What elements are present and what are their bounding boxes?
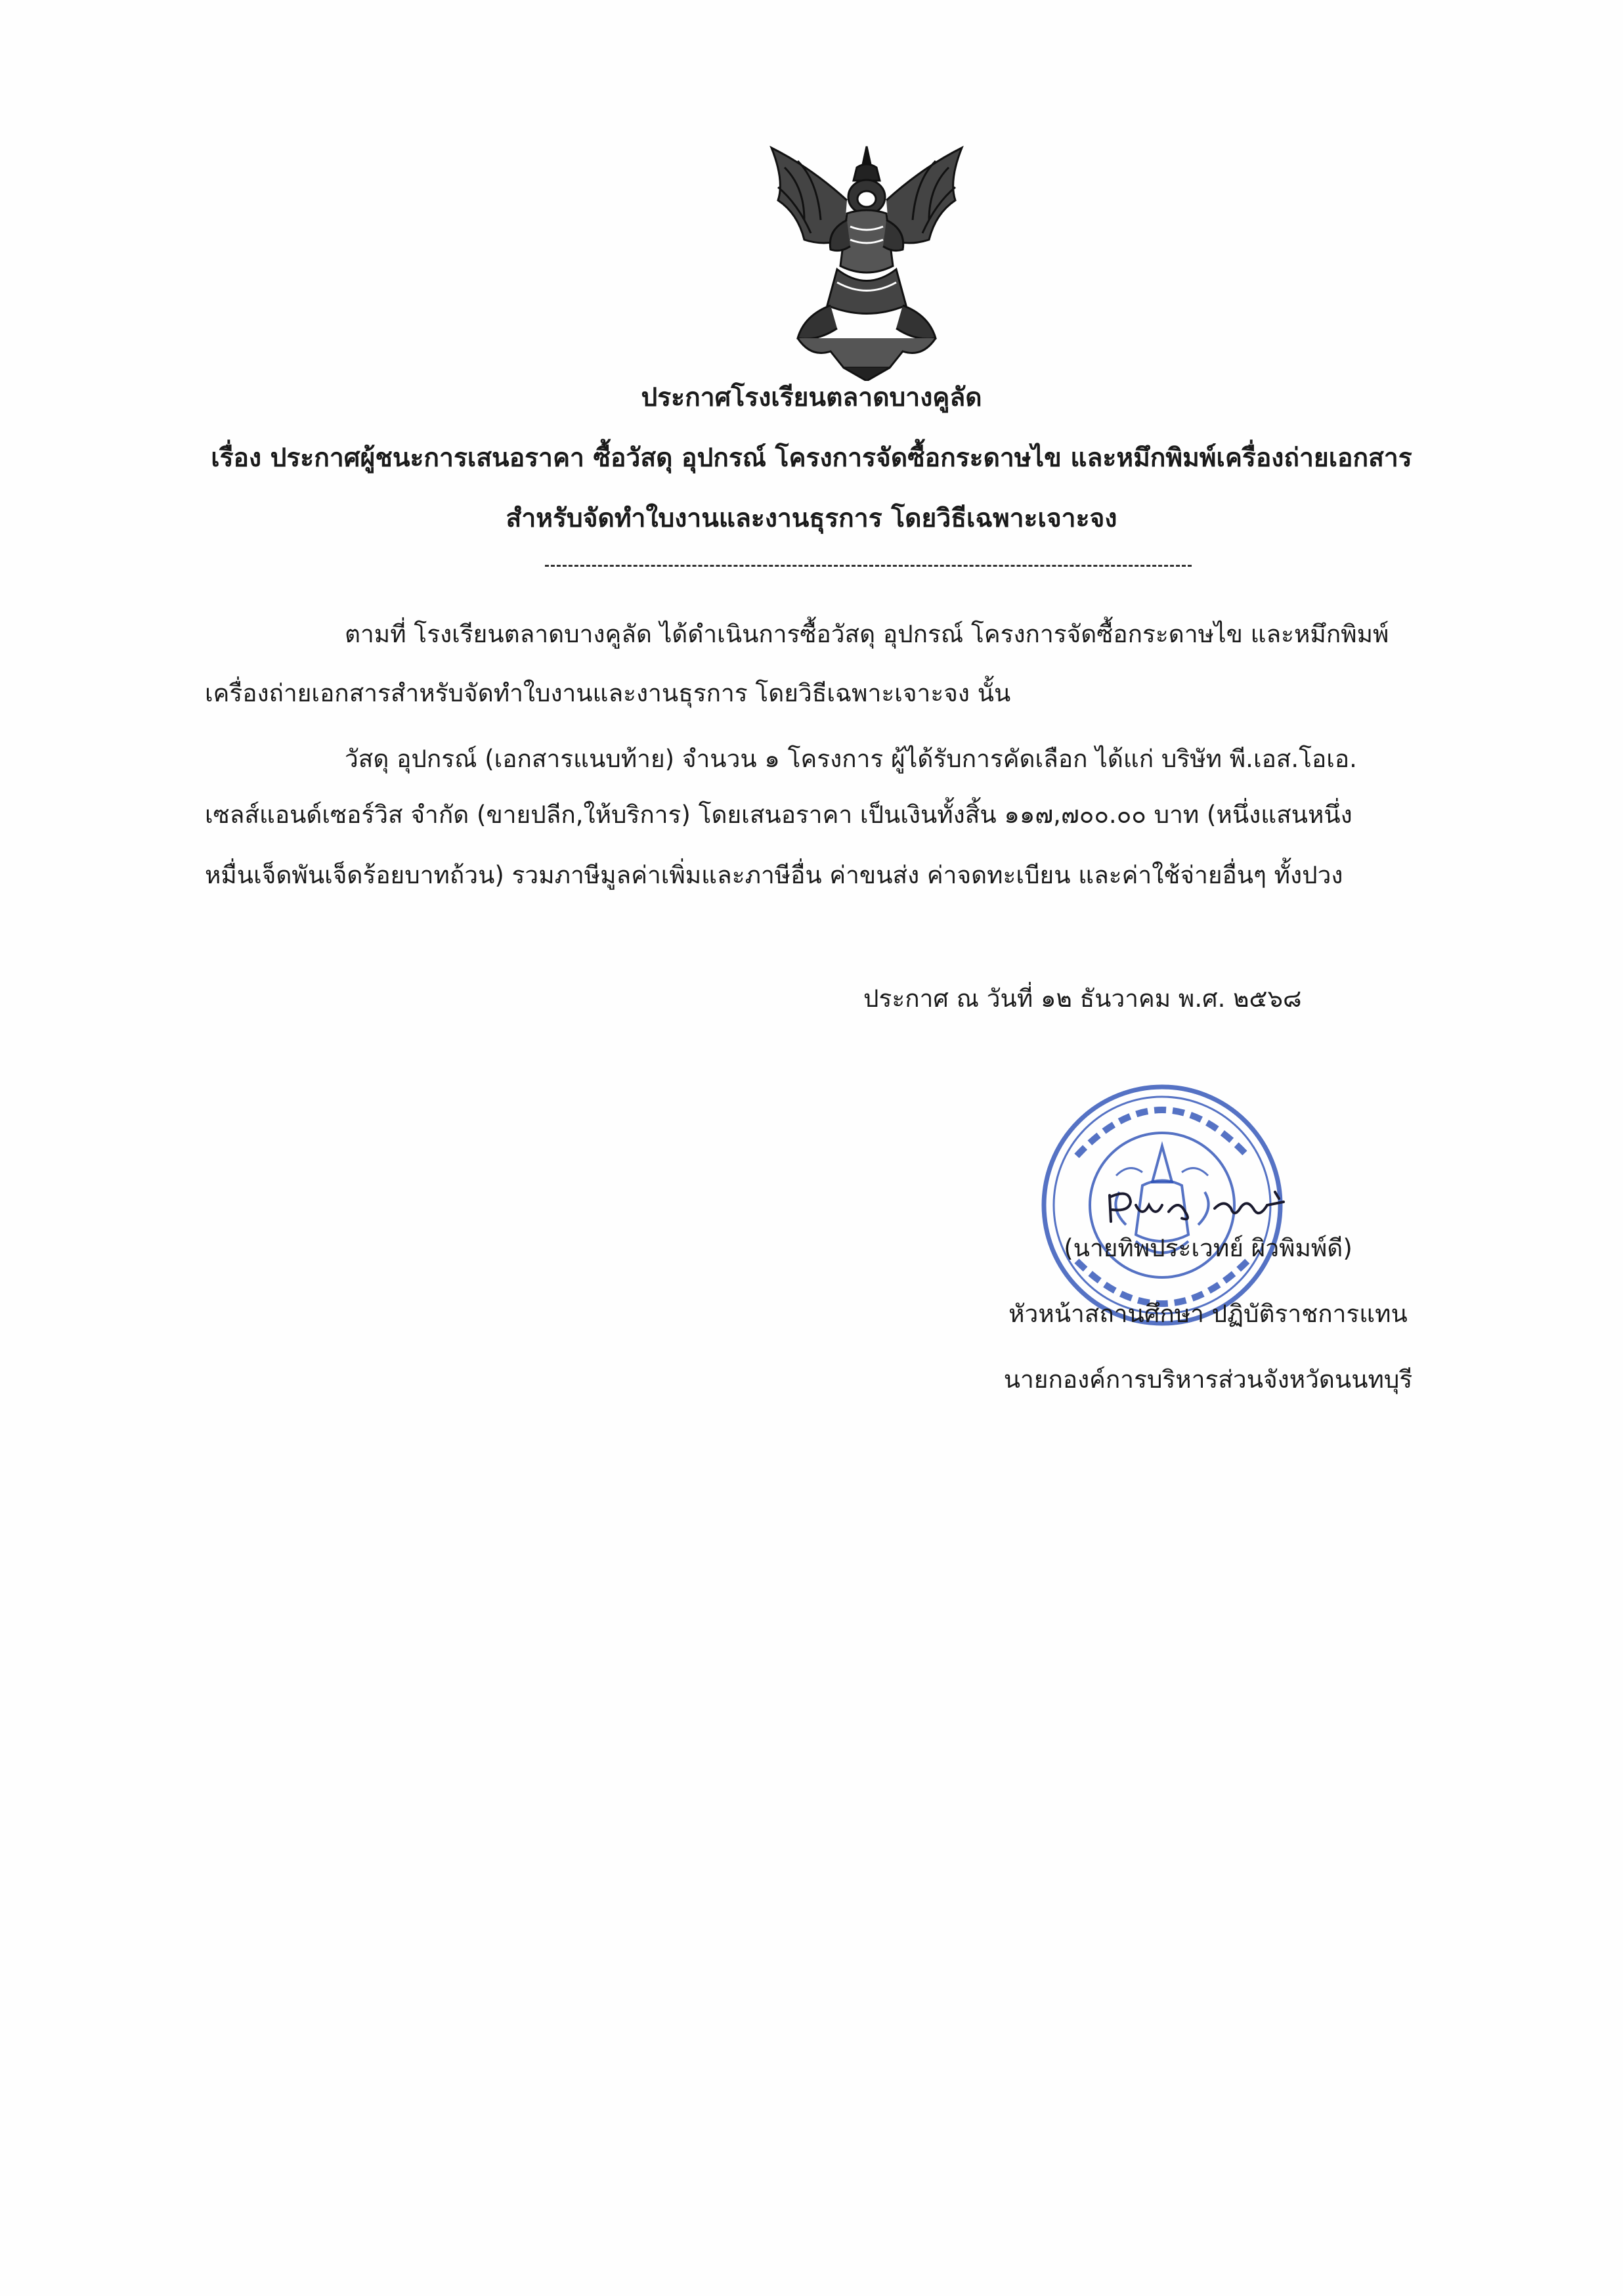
body-paragraph-1-line-2: เครื่องถ่ายเอกสารสำหรับจัดทำใบงานและงานธุรการ โดยวิธีเฉพาะเจาะจง นั้น <box>205 679 1011 707</box>
subject-line-2: สำหรับจัดทำใบงานและงานธุรการ โดยวิธีเฉพาะเจาะจง <box>506 504 1117 533</box>
subject-line-1: เรื่อง ประกาศผู้ชนะการเสนอราคา ซื้อวัสดุ อุปกรณ์ โครงการจัดซื้อกระดาษไข และหมึกพิมพ์เครื่องถ่ายเอกสาร <box>211 443 1412 473</box>
announcement-date: ประกาศ ณ วันที่ ๑๒ ธันวาคม พ.ศ. ๒๕๖๘ <box>863 984 1302 1013</box>
separator-line <box>545 565 1192 567</box>
signatory-position-line-1: หัวหน้าสถานศึกษา ปฏิบัติราชการแทน <box>1008 1300 1408 1328</box>
body-paragraph-2-line-3: หมื่นเจ็ดพันเจ็ดร้อยบาทถ้วน) รวมภาษีมูลค่าเพิ่มและภาษีอื่น ค่าขนส่ง ค่าจดทะเบียน และค่าใช้จ่ายอื่นๆ ทั้งปวง <box>205 861 1343 889</box>
body-paragraph-2-line-1: วัสดุ อุปกรณ์ (เอกสารแนบท้าย) จำนวน ๑ โครงการ ผู้ได้รับการคัดเลือก ได้แก่ บริษัท พี.เอส.โอเอ. <box>345 745 1357 773</box>
signatory-name: (นายทิพประเวทย์ ผิวพิมพ์ดี) <box>1064 1234 1352 1262</box>
announcement-title: ประกาศโรงเรียนตลาดบางคูลัด <box>641 383 982 412</box>
body-paragraph-1-line-1: ตามที่ โรงเรียนตลาดบางคูลัด ได้ดำเนินการซื้อวัสดุ อุปกรณ์ โครงการจัดซื้อกระดาษไข และหมึกพิมพ์ <box>345 620 1389 648</box>
garuda-emblem-icon <box>758 141 975 381</box>
handwritten-signature <box>1103 1182 1293 1235</box>
signatory-position-line-2: นายกองค์การบริหารส่วนจังหวัดนนทบุรี <box>1003 1365 1413 1394</box>
body-paragraph-2-line-2: เซลส์แอนด์เซอร์วิส จำกัด (ขายปลีก,ให้บริการ) โดยเสนอราคา เป็นเงินทั้งสิ้น ๑๑๗,๗๐๐.๐๐ บาท (หนึ่งแสนหนึ่ง <box>205 801 1352 829</box>
